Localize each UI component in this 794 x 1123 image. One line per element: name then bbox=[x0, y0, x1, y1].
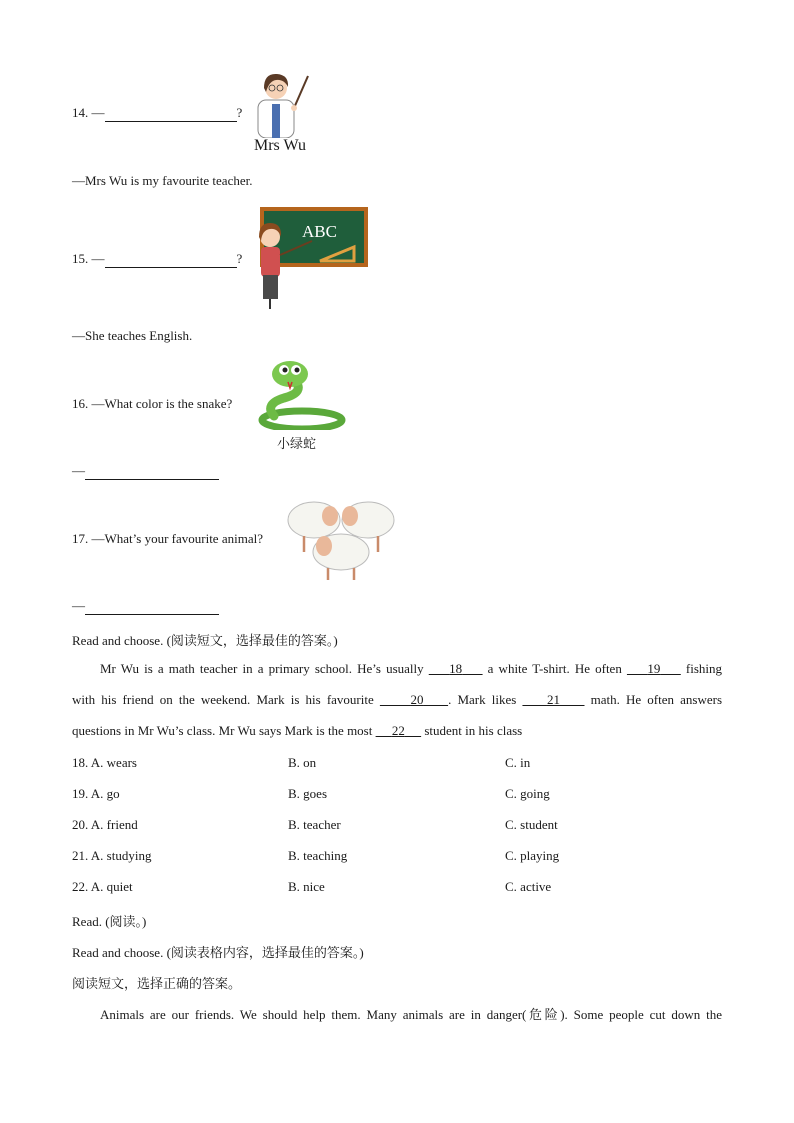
blank-21[interactable]: 21 bbox=[546, 692, 560, 707]
option-22b[interactable]: B. nice bbox=[288, 879, 325, 894]
q14-dash: — bbox=[91, 105, 105, 120]
passage1-line2: with his friend on the weekend. Mark is his favourite 20 . Mark likes 21 math. He often answers bbox=[72, 692, 723, 707]
q17-dash: — bbox=[72, 598, 85, 613]
section-read-title: Read. (阅读。) bbox=[72, 914, 147, 929]
option-18a[interactable]: 18. A. wears bbox=[72, 755, 137, 770]
option-21b[interactable]: B. teaching bbox=[288, 848, 348, 863]
blank-20[interactable]: 20 bbox=[410, 692, 424, 707]
q15-dash: — bbox=[91, 251, 105, 266]
option-19b[interactable]: B. goes bbox=[288, 786, 327, 801]
option-20b[interactable]: B. teacher bbox=[288, 817, 341, 832]
option-20c[interactable]: C. student bbox=[505, 817, 558, 832]
option-22a[interactable]: 22. A. quiet bbox=[72, 879, 133, 894]
sheep-illustration bbox=[284, 494, 398, 582]
q17-question: 17. —What’s your favourite animal? bbox=[72, 531, 263, 546]
q15-question-mark: ? bbox=[236, 251, 243, 266]
option-21c[interactable]: C. playing bbox=[505, 848, 560, 863]
q16-answer-line bbox=[72, 463, 219, 480]
section-read-passage-title: 阅读短文，选择正确的答案。 bbox=[72, 976, 242, 991]
section-read-table-title: Read and choose. (阅读表格内容，选择最佳的答案。) bbox=[72, 945, 364, 960]
blackboard-text: ABC bbox=[302, 222, 337, 241]
q16-question: 16. —What color is the snake? bbox=[72, 396, 233, 411]
green-snake-illustration bbox=[254, 358, 346, 430]
q14-number: 14. bbox=[72, 105, 89, 120]
q15-number: 15. bbox=[72, 251, 89, 266]
option-21a[interactable]: 21. A. studying bbox=[72, 848, 152, 863]
q16-answer-blank[interactable] bbox=[85, 463, 219, 480]
q16-caption: 小绿蛇 bbox=[277, 436, 317, 451]
blank-22[interactable]: 22 bbox=[391, 723, 405, 738]
option-19a[interactable]: 19. A. go bbox=[72, 786, 120, 801]
q17-answer-blank[interactable] bbox=[85, 598, 219, 615]
q15-answer-blank[interactable] bbox=[105, 251, 237, 268]
q14-caption: Mrs Wu bbox=[254, 137, 306, 154]
q15-answer: —She teaches English. bbox=[72, 328, 193, 343]
option-20a[interactable]: 20. A. friend bbox=[72, 817, 138, 832]
q14-answer: —Mrs Wu is my favourite teacher. bbox=[72, 173, 253, 188]
q15-line bbox=[72, 251, 242, 268]
section-read-and-choose-title: Read and choose. (阅读短文，选择最佳的答案。) bbox=[72, 633, 338, 648]
q14-line bbox=[72, 105, 242, 122]
q17-answer-line bbox=[72, 598, 219, 615]
option-18b[interactable]: B. on bbox=[288, 755, 317, 770]
q16-dash: — bbox=[72, 463, 85, 478]
blank-18[interactable]: 18 bbox=[449, 661, 463, 676]
passage2-line1: Animals are our friends. We should help them. Many animals are in danger(危险). Some people cut down the bbox=[100, 1007, 722, 1022]
passage1-line3: questions in Mr Wu’s class. Mr Wu says Mark is the most 22 student in his class bbox=[72, 723, 523, 738]
q14-answer-blank[interactable] bbox=[105, 105, 237, 122]
option-18c[interactable]: C. in bbox=[505, 755, 531, 770]
option-22c[interactable]: C. active bbox=[505, 879, 552, 894]
blank-19[interactable]: 19 bbox=[647, 661, 661, 676]
option-19c[interactable]: C. going bbox=[505, 786, 550, 801]
passage1-line1: Mr Wu is a math teacher in a primary school. He’s usually 18 a white T-shirt. He often 19 fishing bbox=[100, 661, 722, 676]
english-teacher-blackboard-illustration bbox=[250, 205, 370, 310]
teacher-pointer-illustration bbox=[250, 70, 314, 138]
q14-question-mark: ? bbox=[236, 105, 243, 120]
